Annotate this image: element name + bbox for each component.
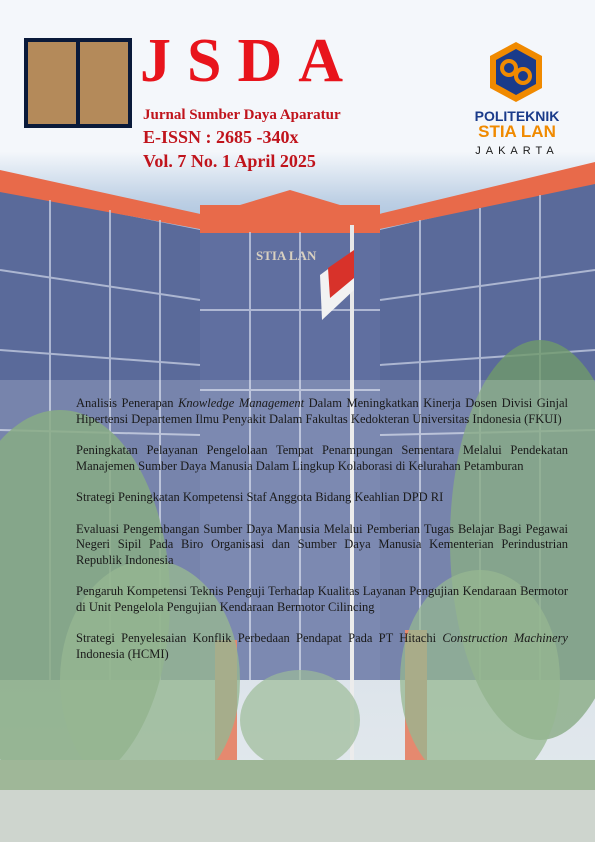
article-title: Pengaruh Kompetensi Teknis Penguji Terhadap Kualitas Layanan Pengujian Kendaraan Bermotor di Unit Pengelola Pengujian Kendaraan Bermotor Cilincing [76,584,568,614]
article-title: Strategi Peningkatan Kompetensi Staf Anggota Bidang Keahlian DPD RI [76,490,444,504]
building-sign: STIA LAN [256,248,317,263]
journal-volume: Vol. 7 No. 1 April 2025 [143,151,316,171]
open-book-logo-icon [24,38,132,128]
article-title: Evaluasi Pengembangan Sumber Daya Manusia Melalui Pemberian Tugas Belajar Bagi Pegawai Negeri Sipil Pada Biro Organisasi dan Sumber Daya Manusia Kementerian Perindustrian Republik Indonesia [76,521,568,567]
journal-acronym: JSDA [140,27,360,95]
article-title: Analisis Penerapan Knowledge Management Dalam Meningkatkan Kinerja Dosen Divisi Ginjal Hipertensi Departemen Ilmu Penyakit Dalam Fakultas Kedokteran Universitas Indonesia (FKUI) [76,396,568,426]
article-title: Peningkatan Pelayanan Pengelolaan Tempat Penampungan Sementara Melalui Pendekatan Manajemen Sumber Daya Manusia Dalam Lingkup Kolaborasi di Kelurahan Petamburan [76,443,568,473]
politeknik-stia-lan-logo-icon [486,40,546,104]
institution-line1: POLITEKNIK [474,108,560,124]
journal-name: Jurnal Sumber Daya Aparatur [143,107,341,123]
institution-line3: JAKARTA [475,145,559,157]
article-title: Strategi Penyelesaian Konflik Perbedaan Pendapat Pada PT Hitachi Construction Machinery Indonesia (HCMI) [76,631,568,661]
article-list [76,396,568,678]
journal-issn: E-ISSN : 2685 -340x [143,127,299,147]
institution-line2: STIA LAN [478,122,556,141]
